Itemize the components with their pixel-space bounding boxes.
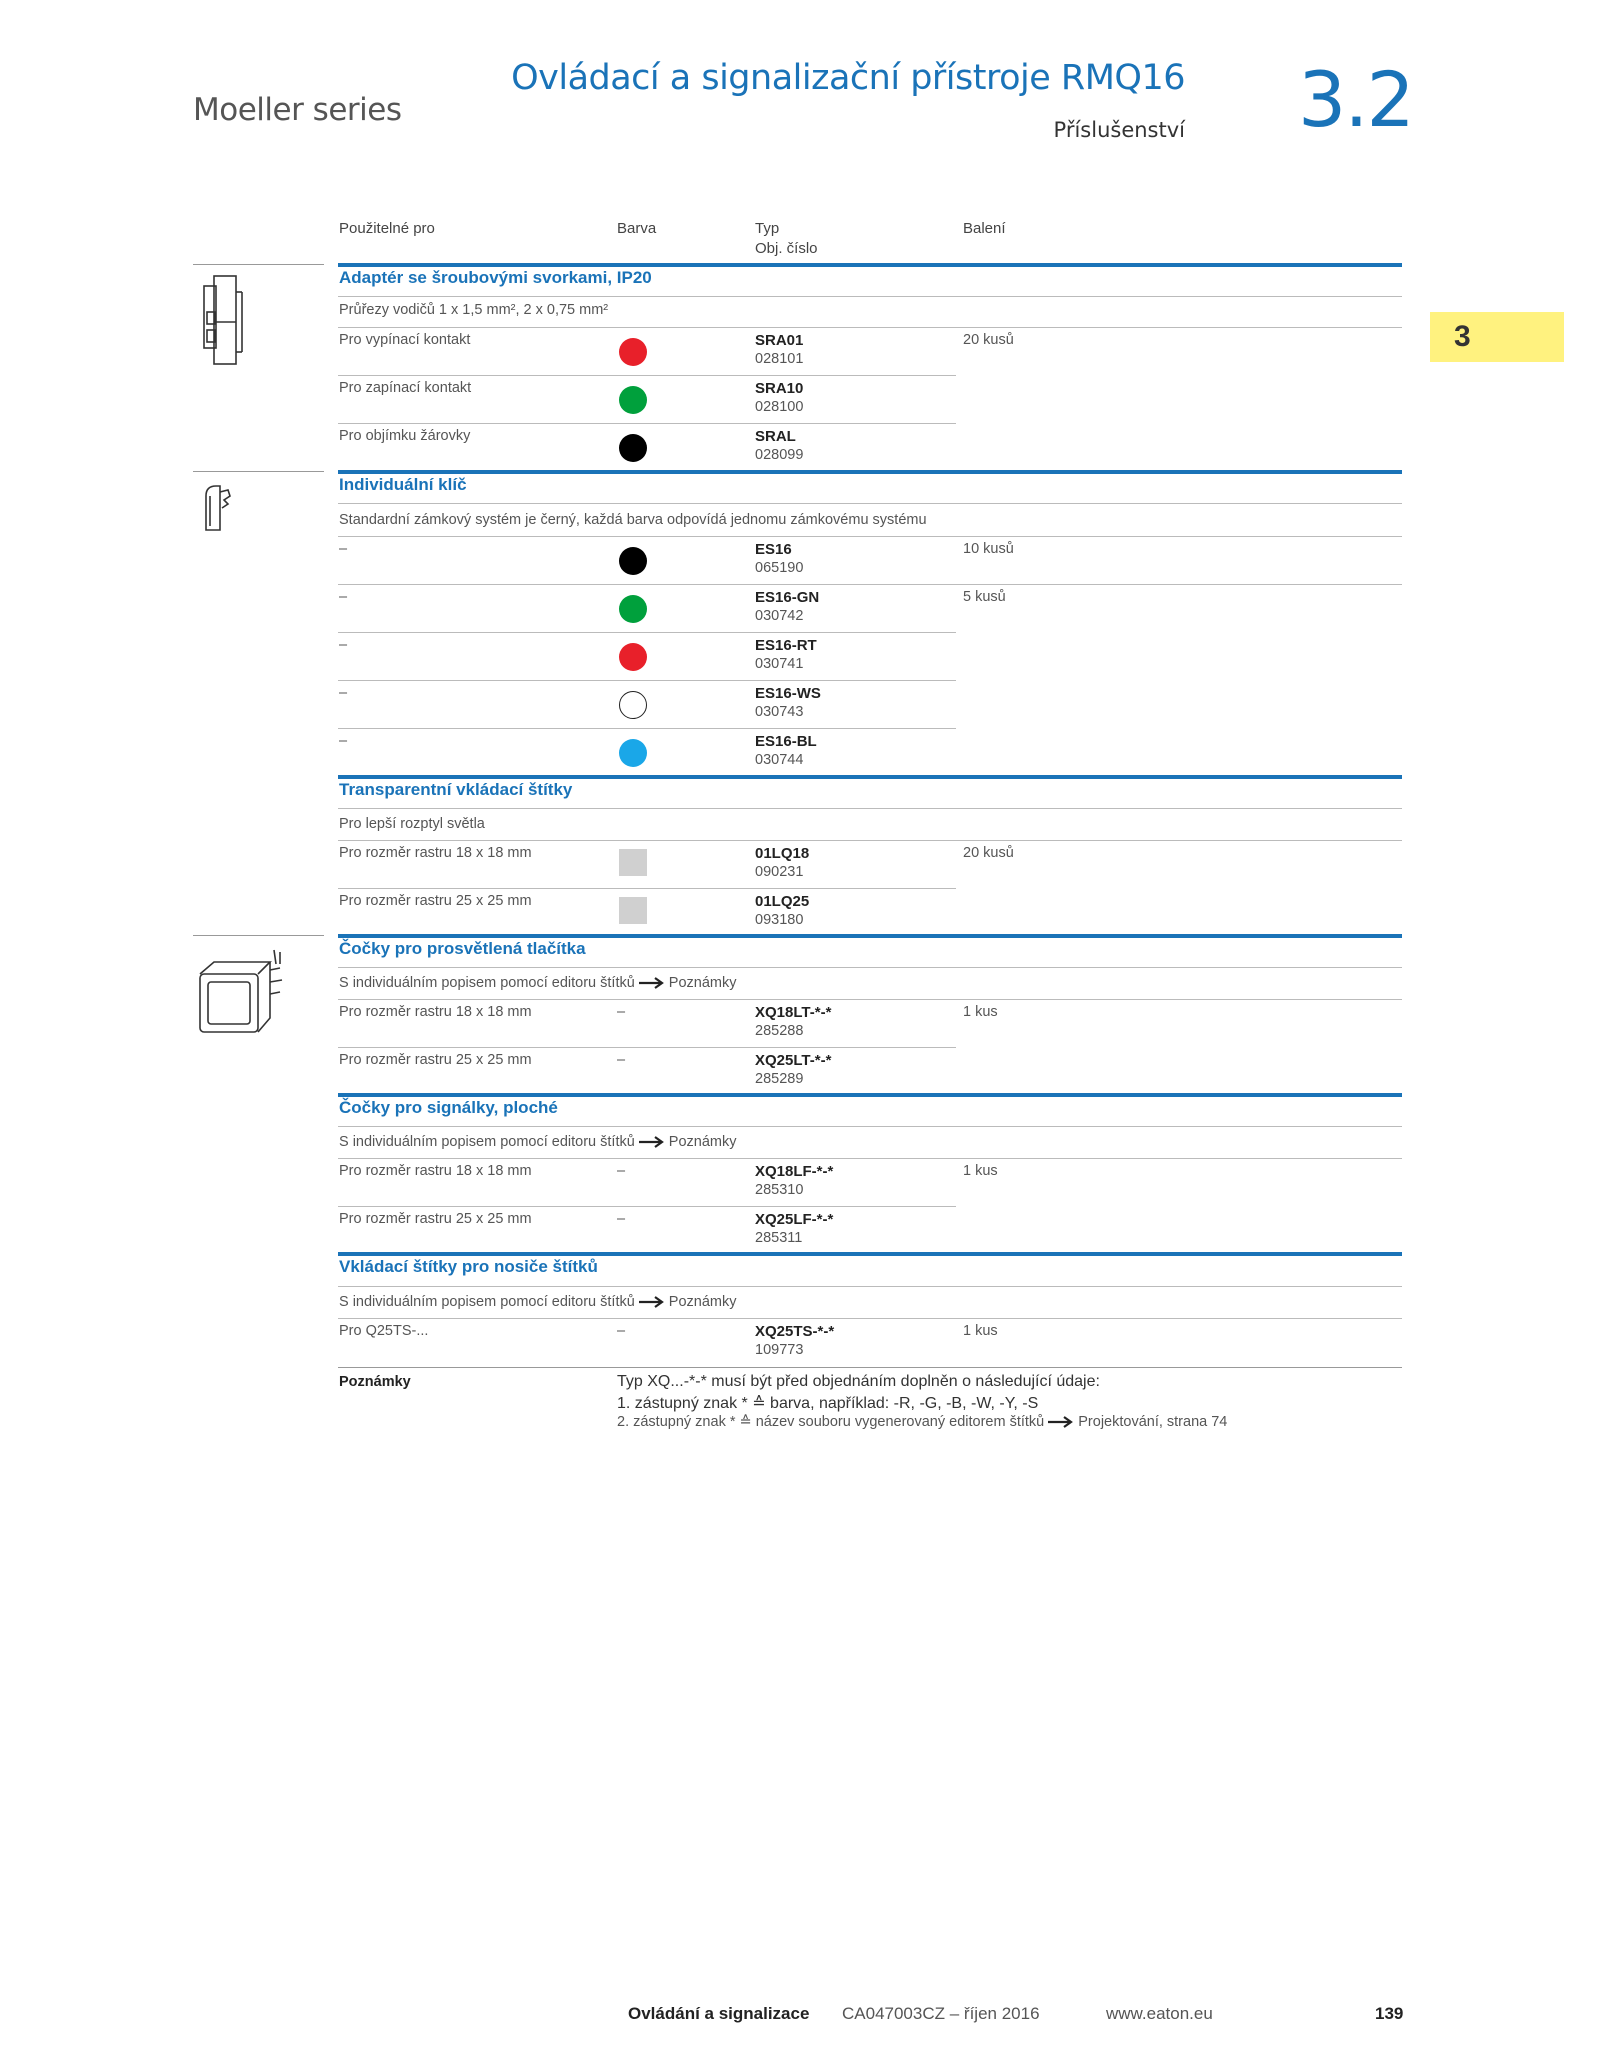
footer-section: Ovládání a signalizace (628, 2004, 810, 2023)
row-divider (338, 327, 1402, 328)
section-title-lenses-flat: Čočky pro signálky, ploché (339, 1098, 558, 1117)
row-use: Pro rozměr rastru 18 x 18 mm (339, 1163, 532, 1179)
arrow-right-icon (639, 1296, 665, 1308)
note-text: S individuálním popisem pomocí editoru štítků (339, 975, 635, 991)
arrow-right-icon (1048, 1416, 1074, 1428)
row-order-number: 030741 (755, 656, 804, 672)
column-header-color: Barva (617, 220, 657, 237)
section-note (339, 1294, 737, 1310)
section-title-label-inserts: Vkládací štítky pro nosiče štítků (339, 1257, 598, 1276)
row-divider (338, 808, 1402, 809)
row-order-number: 028100 (755, 399, 804, 415)
page-title: Ovládací a signalizační přístroje RMQ16 (511, 58, 1185, 98)
row-order-number: 285311 (755, 1230, 803, 1246)
row-use: – (339, 685, 348, 701)
row-color: – (617, 1052, 626, 1068)
row-order-number: 109773 (755, 1342, 804, 1358)
row-type: 01LQ18 (755, 845, 810, 862)
page-subtitle: Příslušenství (1053, 118, 1185, 142)
row-use: Pro rozměr rastru 18 x 18 mm (339, 845, 532, 861)
row-type: XQ18LT-*-* (755, 1004, 832, 1021)
section-title-key: Individuální klíč (339, 475, 467, 494)
column-header-type: Typ (755, 220, 780, 237)
brand-name: Moeller series (193, 92, 402, 128)
row-use: Pro Q25TS-... (339, 1323, 429, 1339)
row-type: ES16-BL (755, 733, 817, 750)
header-rule (338, 263, 1402, 267)
row-color: – (617, 1323, 626, 1339)
color-swatch-black (619, 434, 647, 462)
row-order-number: 093180 (755, 912, 804, 928)
note-link[interactable]: Poznámky (668, 1294, 737, 1310)
section-note: Průřezy vodičů 1 x 1,5 mm², 2 x 0,75 mm² (339, 302, 609, 318)
row-divider (338, 1047, 956, 1048)
row-use: Pro vypínací kontakt (339, 332, 471, 348)
row-type: 01LQ25 (755, 893, 810, 910)
row-type: XQ25LT-*-* (755, 1052, 832, 1069)
section-rule (338, 1093, 1402, 1097)
color-swatch-red (619, 643, 647, 671)
color-swatch-black (619, 547, 647, 575)
row-order-number: 030742 (755, 608, 804, 624)
remarks-label: Poznámky (339, 1374, 411, 1390)
arrow-right-icon (639, 977, 665, 989)
footer-doc: CA047003CZ – říjen 2016 (842, 2004, 1040, 2023)
key-image (198, 482, 234, 534)
section-rule (338, 470, 1402, 474)
section-rule (338, 775, 1402, 779)
row-divider (338, 1367, 1402, 1368)
row-use: Pro objímku žárovky (339, 428, 471, 444)
row-divider (338, 1206, 956, 1207)
row-type: XQ18LF-*-* (755, 1163, 834, 1180)
section-rule (338, 1252, 1402, 1256)
section-title-lenses-illuminated: Čočky pro prosvětlená tlačítka (339, 939, 586, 958)
column-header-order: Obj. číslo (755, 240, 818, 257)
row-use: – (339, 541, 348, 557)
color-swatch-grey (619, 849, 647, 876)
column-header-pack: Balení (963, 220, 1006, 237)
row-pack: 1 kus (963, 1323, 998, 1339)
remarks-line-3 (617, 1414, 1227, 1430)
color-swatch-blue (619, 739, 647, 767)
row-use: Pro rozměr rastru 25 x 25 mm (339, 1052, 532, 1068)
section-title-adapter: Adaptér se šroubovými svorkami, IP20 (339, 268, 652, 287)
section-number: 3.2 (1298, 55, 1413, 144)
note-link[interactable]: Poznámky (668, 975, 737, 991)
row-divider (338, 967, 1402, 968)
section-note: Standardní zámkový systém je černý, každá barva odpovídá jednomu zámkovému systému (339, 512, 927, 528)
remarks-line-1: Typ XQ...-*-* musí být před objednáním doplněn o následující údaje: (617, 1373, 1100, 1390)
row-divider (338, 503, 1402, 504)
row-divider (338, 584, 1402, 585)
color-swatch-grey (619, 897, 647, 924)
row-use: Pro zapínací kontakt (339, 380, 472, 396)
row-type: XQ25LF-*-* (755, 1211, 834, 1228)
row-divider (338, 296, 1402, 297)
section-note (339, 975, 737, 991)
row-type: SRA01 (755, 332, 804, 349)
row-order-number: 028101 (755, 351, 804, 367)
chapter-tab-label: 3 (1454, 320, 1471, 353)
row-use: – (339, 589, 348, 605)
row-type: SRAL (755, 428, 796, 445)
row-color: – (617, 1004, 626, 1020)
row-order-number: 090231 (755, 864, 804, 880)
row-pack: 1 kus (963, 1004, 998, 1020)
color-swatch-white (619, 691, 647, 719)
remarks-line-2: 1. zástupný znak * ≙ barva, například: -R, -G, -B, -W, -Y, -S (617, 1395, 1039, 1412)
row-pack: 20 kusů (963, 332, 1014, 348)
row-divider (338, 632, 956, 633)
image-rule (193, 471, 324, 472)
row-type: ES16-WS (755, 685, 821, 702)
row-type: SRA10 (755, 380, 804, 397)
image-rule (193, 935, 324, 936)
note-text: S individuálním popisem pomocí editoru štítků (339, 1134, 635, 1150)
row-color: – (617, 1211, 626, 1227)
row-order-number: 028099 (755, 447, 804, 463)
section-rule (338, 934, 1402, 938)
remarks-link[interactable]: Projektování, strana 74 (1078, 1414, 1228, 1430)
row-divider (338, 680, 956, 681)
row-use: – (339, 637, 348, 653)
row-order-number: 285289 (755, 1071, 804, 1087)
row-color: – (617, 1163, 626, 1179)
row-type: XQ25TS-*-* (755, 1323, 835, 1340)
row-pack: 5 kusů (963, 589, 1006, 605)
row-type: ES16 (755, 541, 792, 558)
row-divider (338, 888, 956, 889)
color-swatch-green (619, 595, 647, 623)
row-divider (338, 536, 1402, 537)
row-order-number: 285288 (755, 1023, 804, 1039)
remarks-line-3-text: 2. zástupný znak * ≙ název souboru vygenerovaný editorem štítků (617, 1414, 1045, 1430)
row-divider (338, 1286, 1402, 1287)
row-use: Pro rozměr rastru 25 x 25 mm (339, 893, 532, 909)
row-divider (338, 1126, 1402, 1127)
row-divider (338, 1158, 1402, 1159)
terminal-adapter-image (200, 272, 250, 370)
color-swatch-green (619, 386, 647, 414)
row-use: – (339, 733, 348, 749)
section-note (339, 1134, 737, 1150)
page-number: 139 (1375, 2004, 1404, 2023)
row-divider (338, 423, 956, 424)
row-order-number: 030744 (755, 752, 804, 768)
section-note: Pro lepší rozptyl světla (339, 816, 485, 832)
row-order-number: 065190 (755, 560, 804, 576)
row-divider (338, 728, 956, 729)
lens-pushbutton-image (196, 940, 286, 1040)
row-use: Pro rozměr rastru 25 x 25 mm (339, 1211, 532, 1227)
chapter-tab (1430, 312, 1564, 362)
row-order-number: 285310 (755, 1182, 804, 1198)
row-order-number: 030743 (755, 704, 804, 720)
row-pack: 1 kus (963, 1163, 998, 1179)
note-text: S individuálním popisem pomocí editoru štítků (339, 1294, 635, 1310)
row-pack: 10 kusů (963, 541, 1014, 557)
row-divider (338, 999, 1402, 1000)
section-title-transparent-labels: Transparentní vkládací štítky (339, 780, 573, 799)
row-use: Pro rozměr rastru 18 x 18 mm (339, 1004, 532, 1020)
row-divider (338, 1318, 1402, 1319)
column-header-use: Použitelné pro (339, 220, 435, 237)
color-swatch-red (619, 338, 647, 366)
row-pack: 20 kusů (963, 845, 1014, 861)
row-type: ES16-RT (755, 637, 817, 654)
row-divider (338, 840, 1402, 841)
footer-url[interactable]: www.eaton.eu (1106, 2004, 1213, 2023)
image-rule (193, 264, 324, 265)
note-link[interactable]: Poznámky (668, 1134, 737, 1150)
row-type: ES16-GN (755, 589, 820, 606)
row-divider (338, 375, 956, 376)
arrow-right-icon (639, 1136, 665, 1148)
